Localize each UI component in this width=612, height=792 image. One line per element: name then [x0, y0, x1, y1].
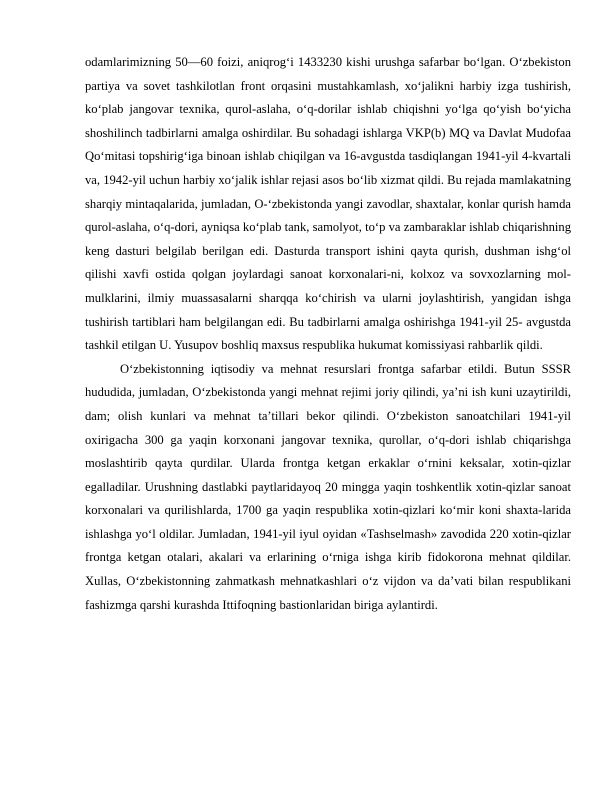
- paragraph: O‘zbekistonning iqtisodiy va mehnat resurslari frontga safarbar etildi. Butun SSSR hududida, jumladan, O‘zbekistonda yangi mehnat rejimi joriy qilindi, ya’ni ish kuni uzaytirildi, dam; olish kunlari va mehnat ta’tillari bekor qilindi. O‘zbekiston sanoatchilari 1941-yil oxirigacha 300 ga yaqin korxonani jangovar texnika, qurollar, o‘q-dori ishlab chiqarishga moslashtirib qayta qurdilar. Ularda frontga ketgan erkaklar o‘rnini keksalar, xotin-qizlar egalladilar. Urushning dastlabki paytlaridayoq 20 mingga yaqin toshkentlik xotin-qizlar sanoat korxonalari va qurilishlarda, 1700 ga yaqin respublika xotin-qizlari ko‘mir koni shaxta-larida ishlashga yo‘l oldilar. Jumladan, 1941-yil iyul oyidan «Tashselmash» zavodida 220 xotin-qizlar frontga ketgan otalari, akalari va erlarining o‘rniga ishga kirib fidokorona mehnat qildilar. Xullas, O‘zbekistonning zahmatkash mehnatkashlari o‘z vijdon va da’vati bilan respublikani fashizmga qarshi kurashda Ittifoqning bastionlaridan biriga aylantirdi.: [85, 361, 571, 612]
- paragraph: odamlarimizning 50—60 foizi, aniqrog‘i 1433230 kishi urushga safarbar bo‘lgan. O‘zbekiston partiya va sovet tashkilotlan front orqasini mustahkamlash, xo‘jalikni harbiy izga tushirish, ko‘plab jangovar texnika, qurol-aslaha, o‘q-dorilar ishlab chiqishni yo‘lga qo‘yish bo‘yicha shoshilinch tadbirlarni amalga oshirdilar. Bu sohadagi ishlarga VKP(b) MQ va Davlat Mudofaa Qo‘mitasi topshirig‘iga binoan ishlab chiqilgan va 16-avgustda tasdiqlangan 1941-yil 4-kvartali va, 1942-yil uchun harbiy xo‘jalik ishlar rejasi asos bo‘lib xizmat qildi. Bu rejada mamlakatning sharqiy mintaqalarida, jumladan, O-‘zbekistonda yangi zavodlar, shaxtalar, konlar qurish hamda qurol-aslaha, o‘q-dori, ayniqsa ko‘plab tank, samolyot, to‘p va zambaraklar ishlab chiqarishning keng dasturi belgilab berilgan edi. Dasturda transport ishini qayta qurish, dushman ishg‘ol qilishi xavfi ostida qolgan joylardagi sanoat korxonalari-ni, kolxoz va sovxozlarning mol-mulklarini, ilmiy muassasalarni sharqqa ko‘chirish va ularni joylashtirish, yangidan ishga tushirish tartiblari ham belgilangan edi. Bu tadbirlarni amalga oshirishga 1941-yil 25- avgustda tashkil etilgan U. Yusupov boshliq maxsus respublika hukumat komissiyasi rahbarlik qildi.: [85, 55, 571, 353]
- document-page: [85, 51, 571, 617]
